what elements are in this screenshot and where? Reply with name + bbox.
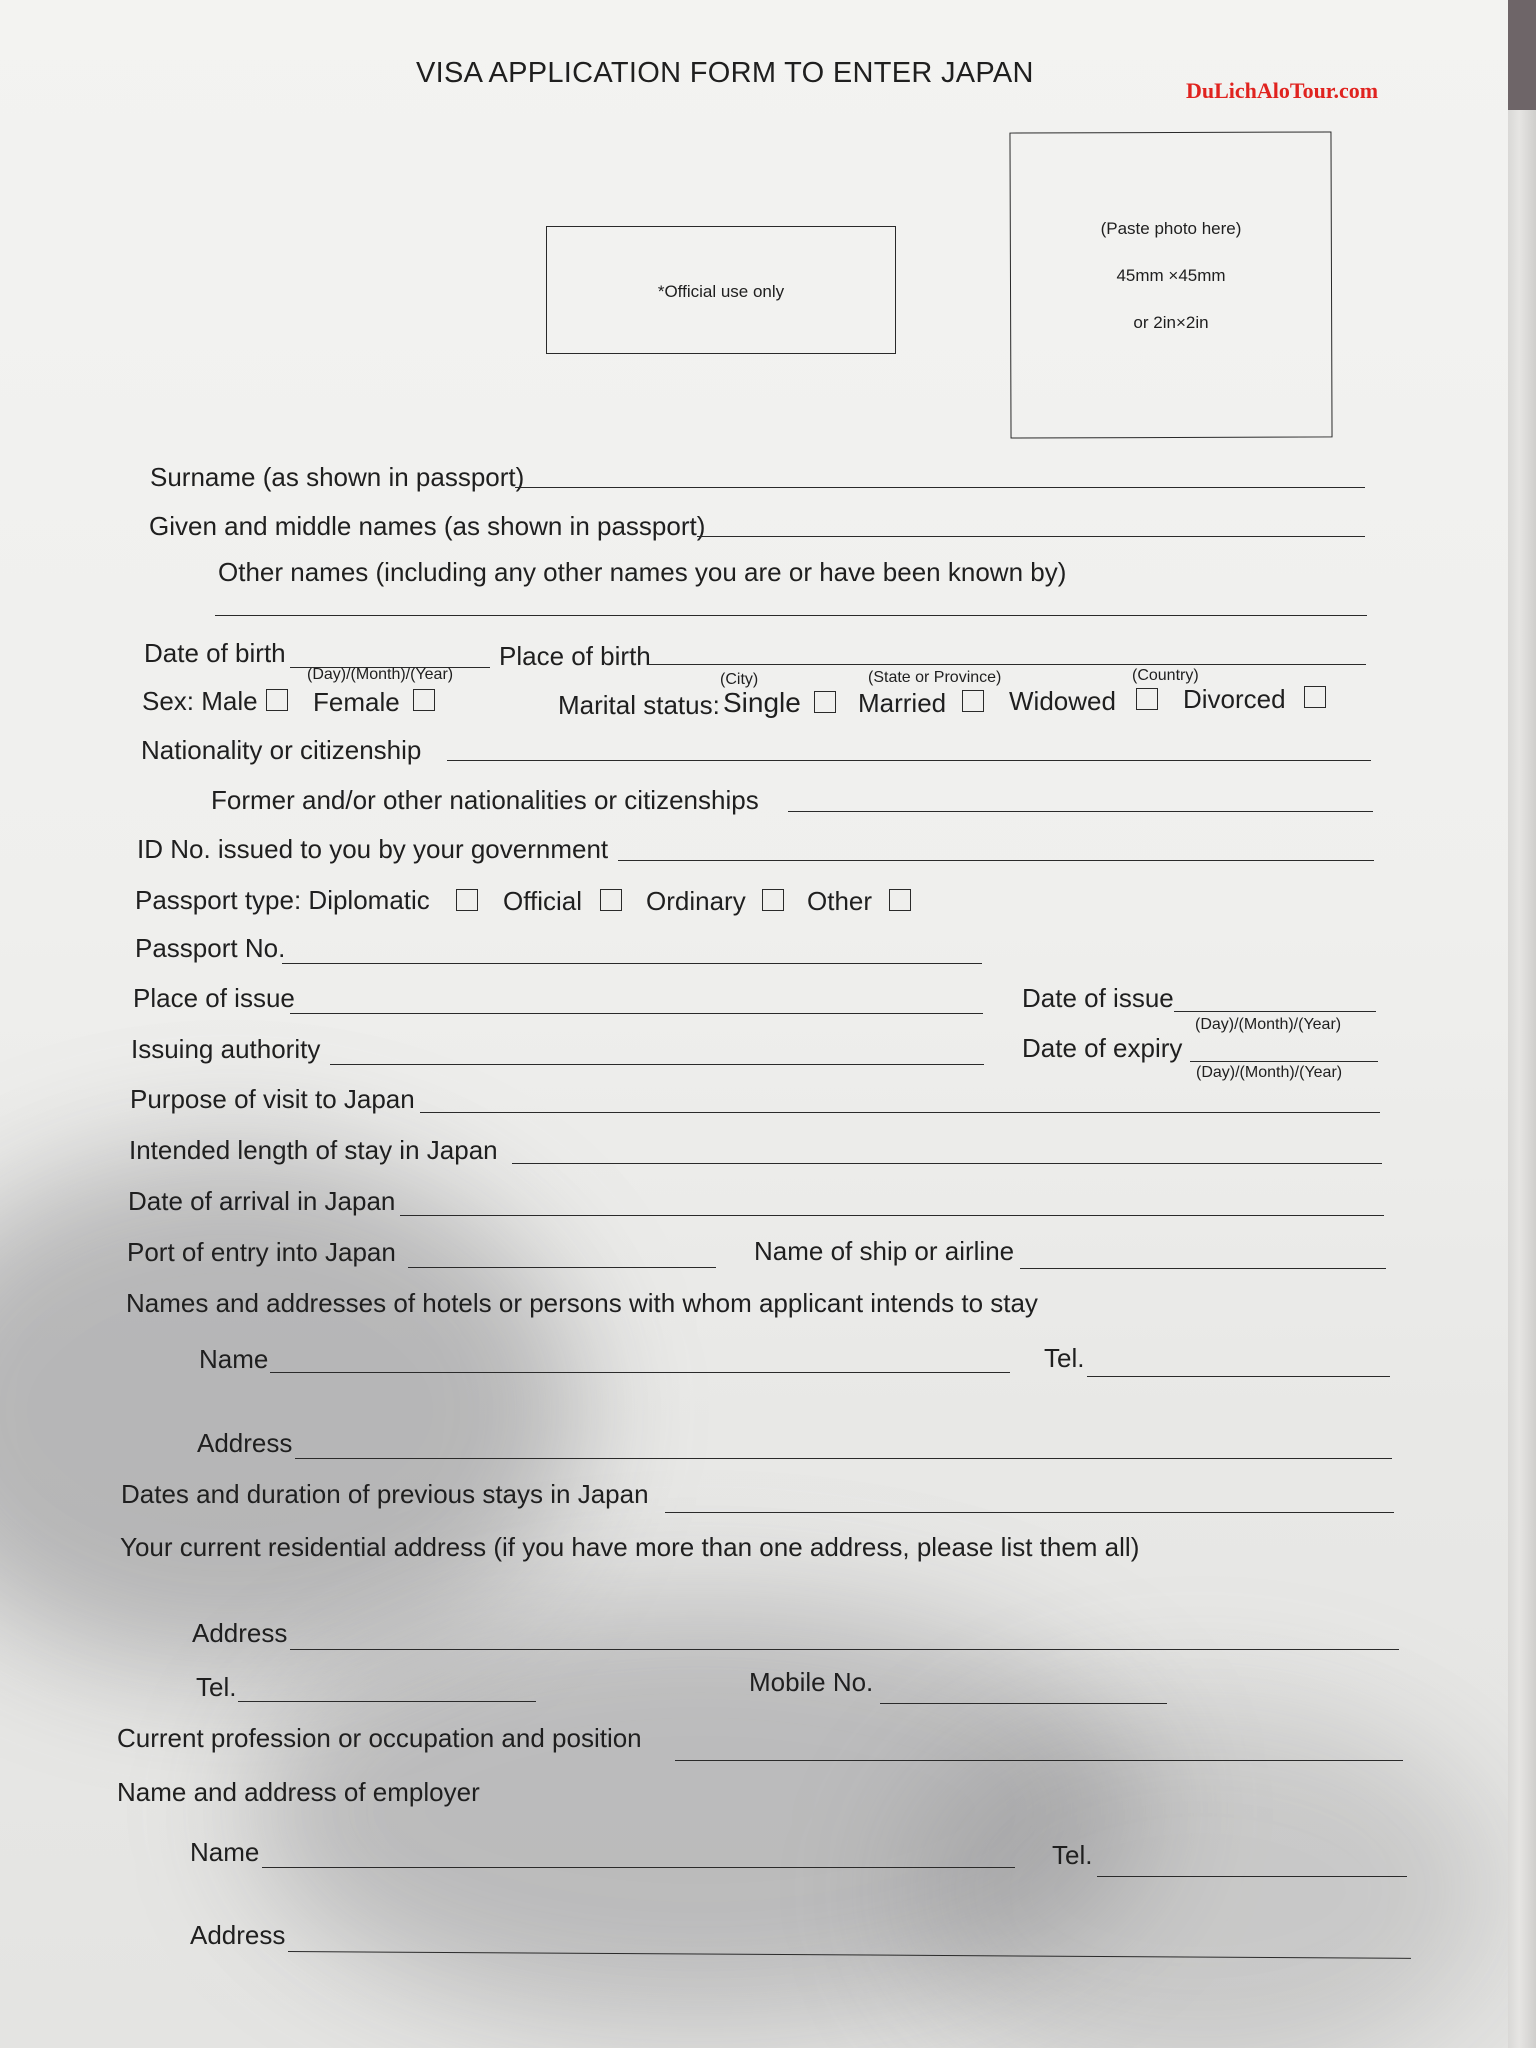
- mobile-field[interactable]: [880, 1703, 1167, 1704]
- sex-female-label: Female: [313, 687, 400, 717]
- pob-state-hint: (State or Province): [868, 669, 1002, 686]
- employer-tel-field[interactable]: [1097, 1876, 1407, 1877]
- marital-widowed-label: Widowed: [1009, 686, 1116, 716]
- date-of-expiry-label: Date of expiry: [1022, 1033, 1183, 1063]
- employer-heading: Name and address of employer: [117, 1777, 480, 1807]
- hotel-address-field[interactable]: [295, 1458, 1392, 1459]
- surname-field[interactable]: [515, 487, 1365, 488]
- date-of-issue-field[interactable]: [1174, 1011, 1376, 1012]
- port-of-entry-label: Port of entry into Japan: [127, 1237, 396, 1267]
- date-of-arrival-label: Date of arrival in Japan: [128, 1186, 396, 1216]
- marital-widowed-checkbox[interactable]: [1136, 688, 1158, 710]
- paper-shadow: [900, 1700, 1500, 2048]
- previous-stays-label: Dates and duration of previous stays in Japan: [121, 1479, 649, 1509]
- hotels-heading: Names and addresses of hotels or persons with whom applicant intends to stay: [126, 1288, 1038, 1318]
- passport-number-field[interactable]: [282, 963, 982, 964]
- previous-stays-field[interactable]: [665, 1512, 1394, 1513]
- sex-label: Sex: Male: [142, 686, 258, 716]
- watermark: DuLichAloTour.com: [1186, 78, 1379, 103]
- employer-name-label: Name: [190, 1837, 260, 1867]
- photo-size-mm: 45mm ×45mm: [1116, 266, 1226, 285]
- surname-label: Surname (as shown in passport): [150, 462, 525, 492]
- marital-married-label: Married: [858, 688, 947, 718]
- marital-single-checkbox[interactable]: [814, 691, 836, 713]
- pob-city-hint: (City): [720, 671, 759, 688]
- given-names-field[interactable]: [697, 536, 1365, 537]
- nationality-field[interactable]: [447, 760, 1371, 761]
- ship-airline-field[interactable]: [1020, 1268, 1386, 1269]
- length-of-stay-label: Intended length of stay in Japan: [129, 1135, 498, 1165]
- passport-type-label: Passport type: Diplomatic: [135, 885, 430, 915]
- photo-instruction: (Paste photo here): [1100, 219, 1242, 238]
- length-of-stay-field[interactable]: [512, 1163, 1382, 1164]
- former-nationality-field[interactable]: [788, 811, 1373, 812]
- former-nationality-label: Former and/or other nationalities or citizenships: [211, 785, 759, 815]
- passport-ordinary-label: Ordinary: [646, 886, 746, 916]
- official-use-label: *Official use only: [657, 282, 785, 301]
- hotel-address-label: Address: [197, 1428, 293, 1458]
- profession-field[interactable]: [675, 1760, 1403, 1761]
- passport-official-checkbox[interactable]: [600, 889, 622, 911]
- residential-tel-label: Tel.: [196, 1672, 237, 1702]
- residential-heading: Your current residential address (if you have more than one address, please list them all): [120, 1532, 1140, 1562]
- id-number-field[interactable]: [618, 860, 1374, 861]
- sex-female-checkbox[interactable]: [413, 689, 435, 711]
- dob-label: Date of birth: [144, 638, 286, 668]
- profession-label: Current profession or occupation and position: [117, 1723, 642, 1753]
- passport-ordinary-checkbox[interactable]: [762, 889, 784, 911]
- mobile-label: Mobile No.: [749, 1667, 874, 1697]
- ship-airline-label: Name of ship or airline: [754, 1236, 1015, 1266]
- nationality-label: Nationality or citizenship: [141, 735, 422, 765]
- place-of-issue-field[interactable]: [290, 1013, 983, 1014]
- marital-status-label: Marital status:: [558, 690, 720, 720]
- place-of-issue-label: Place of issue: [133, 983, 295, 1013]
- form-title: VISA APPLICATION FORM TO ENTER JAPAN: [416, 57, 1034, 89]
- employer-address-label: Address: [190, 1920, 286, 1950]
- residential-address-field[interactable]: [290, 1649, 1399, 1650]
- photo-size-in: or 2in×2in: [1133, 313, 1209, 332]
- issuing-authority-field[interactable]: [330, 1064, 984, 1065]
- purpose-field[interactable]: [420, 1112, 1380, 1113]
- id-number-label: ID No. issued to you by your government: [137, 834, 609, 864]
- pob-country-hint: (Country): [1132, 667, 1199, 684]
- issuing-authority-label: Issuing authority: [131, 1034, 321, 1064]
- hotel-name-field[interactable]: [270, 1372, 1010, 1373]
- passport-diplomatic-checkbox[interactable]: [456, 889, 478, 911]
- hotel-name-label: Name: [199, 1344, 269, 1374]
- other-names-field[interactable]: [215, 615, 1367, 616]
- hotel-tel-label: Tel.: [1044, 1343, 1085, 1373]
- passport-official-label: Official: [503, 886, 582, 916]
- dob-hint: (Day)/(Month)/(Year): [307, 666, 454, 683]
- employer-name-field[interactable]: [262, 1867, 1015, 1868]
- employer-address-field[interactable]: [288, 1951, 1411, 1959]
- date-of-arrival-field[interactable]: [400, 1215, 1384, 1216]
- photo-box[interactable]: [1009, 131, 1332, 438]
- date-of-expiry-hint: (Day)/(Month)/(Year): [1196, 1064, 1343, 1081]
- residential-tel-field[interactable]: [238, 1701, 536, 1702]
- place-of-birth-field[interactable]: [648, 664, 1366, 665]
- passport-number-label: Passport No.: [135, 933, 286, 963]
- paper-shadow: [250, 1600, 1150, 2020]
- place-of-birth-label: Place of birth: [499, 641, 651, 671]
- sex-male-checkbox[interactable]: [266, 689, 288, 711]
- marital-single-label: Single: [723, 687, 801, 718]
- date-of-issue-label: Date of issue: [1022, 983, 1174, 1013]
- date-of-issue-hint: (Day)/(Month)/(Year): [1195, 1016, 1342, 1033]
- marital-divorced-checkbox[interactable]: [1304, 686, 1326, 708]
- passport-other-label: Other: [807, 886, 873, 916]
- other-names-label: Other names (including any other names you are or have been known by): [218, 557, 1067, 587]
- purpose-label: Purpose of visit to Japan: [130, 1084, 415, 1114]
- paper-shadow: [0, 1150, 580, 1670]
- given-names-label: Given and middle names (as shown in passport): [149, 511, 706, 541]
- hotel-tel-field[interactable]: [1087, 1376, 1390, 1377]
- marital-married-checkbox[interactable]: [962, 690, 984, 712]
- marital-divorced-label: Divorced: [1183, 684, 1286, 714]
- residential-address-label: Address: [192, 1618, 288, 1648]
- paper-stack-edge: [1508, 110, 1536, 2048]
- passport-other-checkbox[interactable]: [889, 889, 911, 911]
- employer-tel-label: Tel.: [1052, 1840, 1093, 1870]
- date-of-expiry-field[interactable]: [1190, 1061, 1378, 1062]
- port-of-entry-field[interactable]: [408, 1267, 716, 1268]
